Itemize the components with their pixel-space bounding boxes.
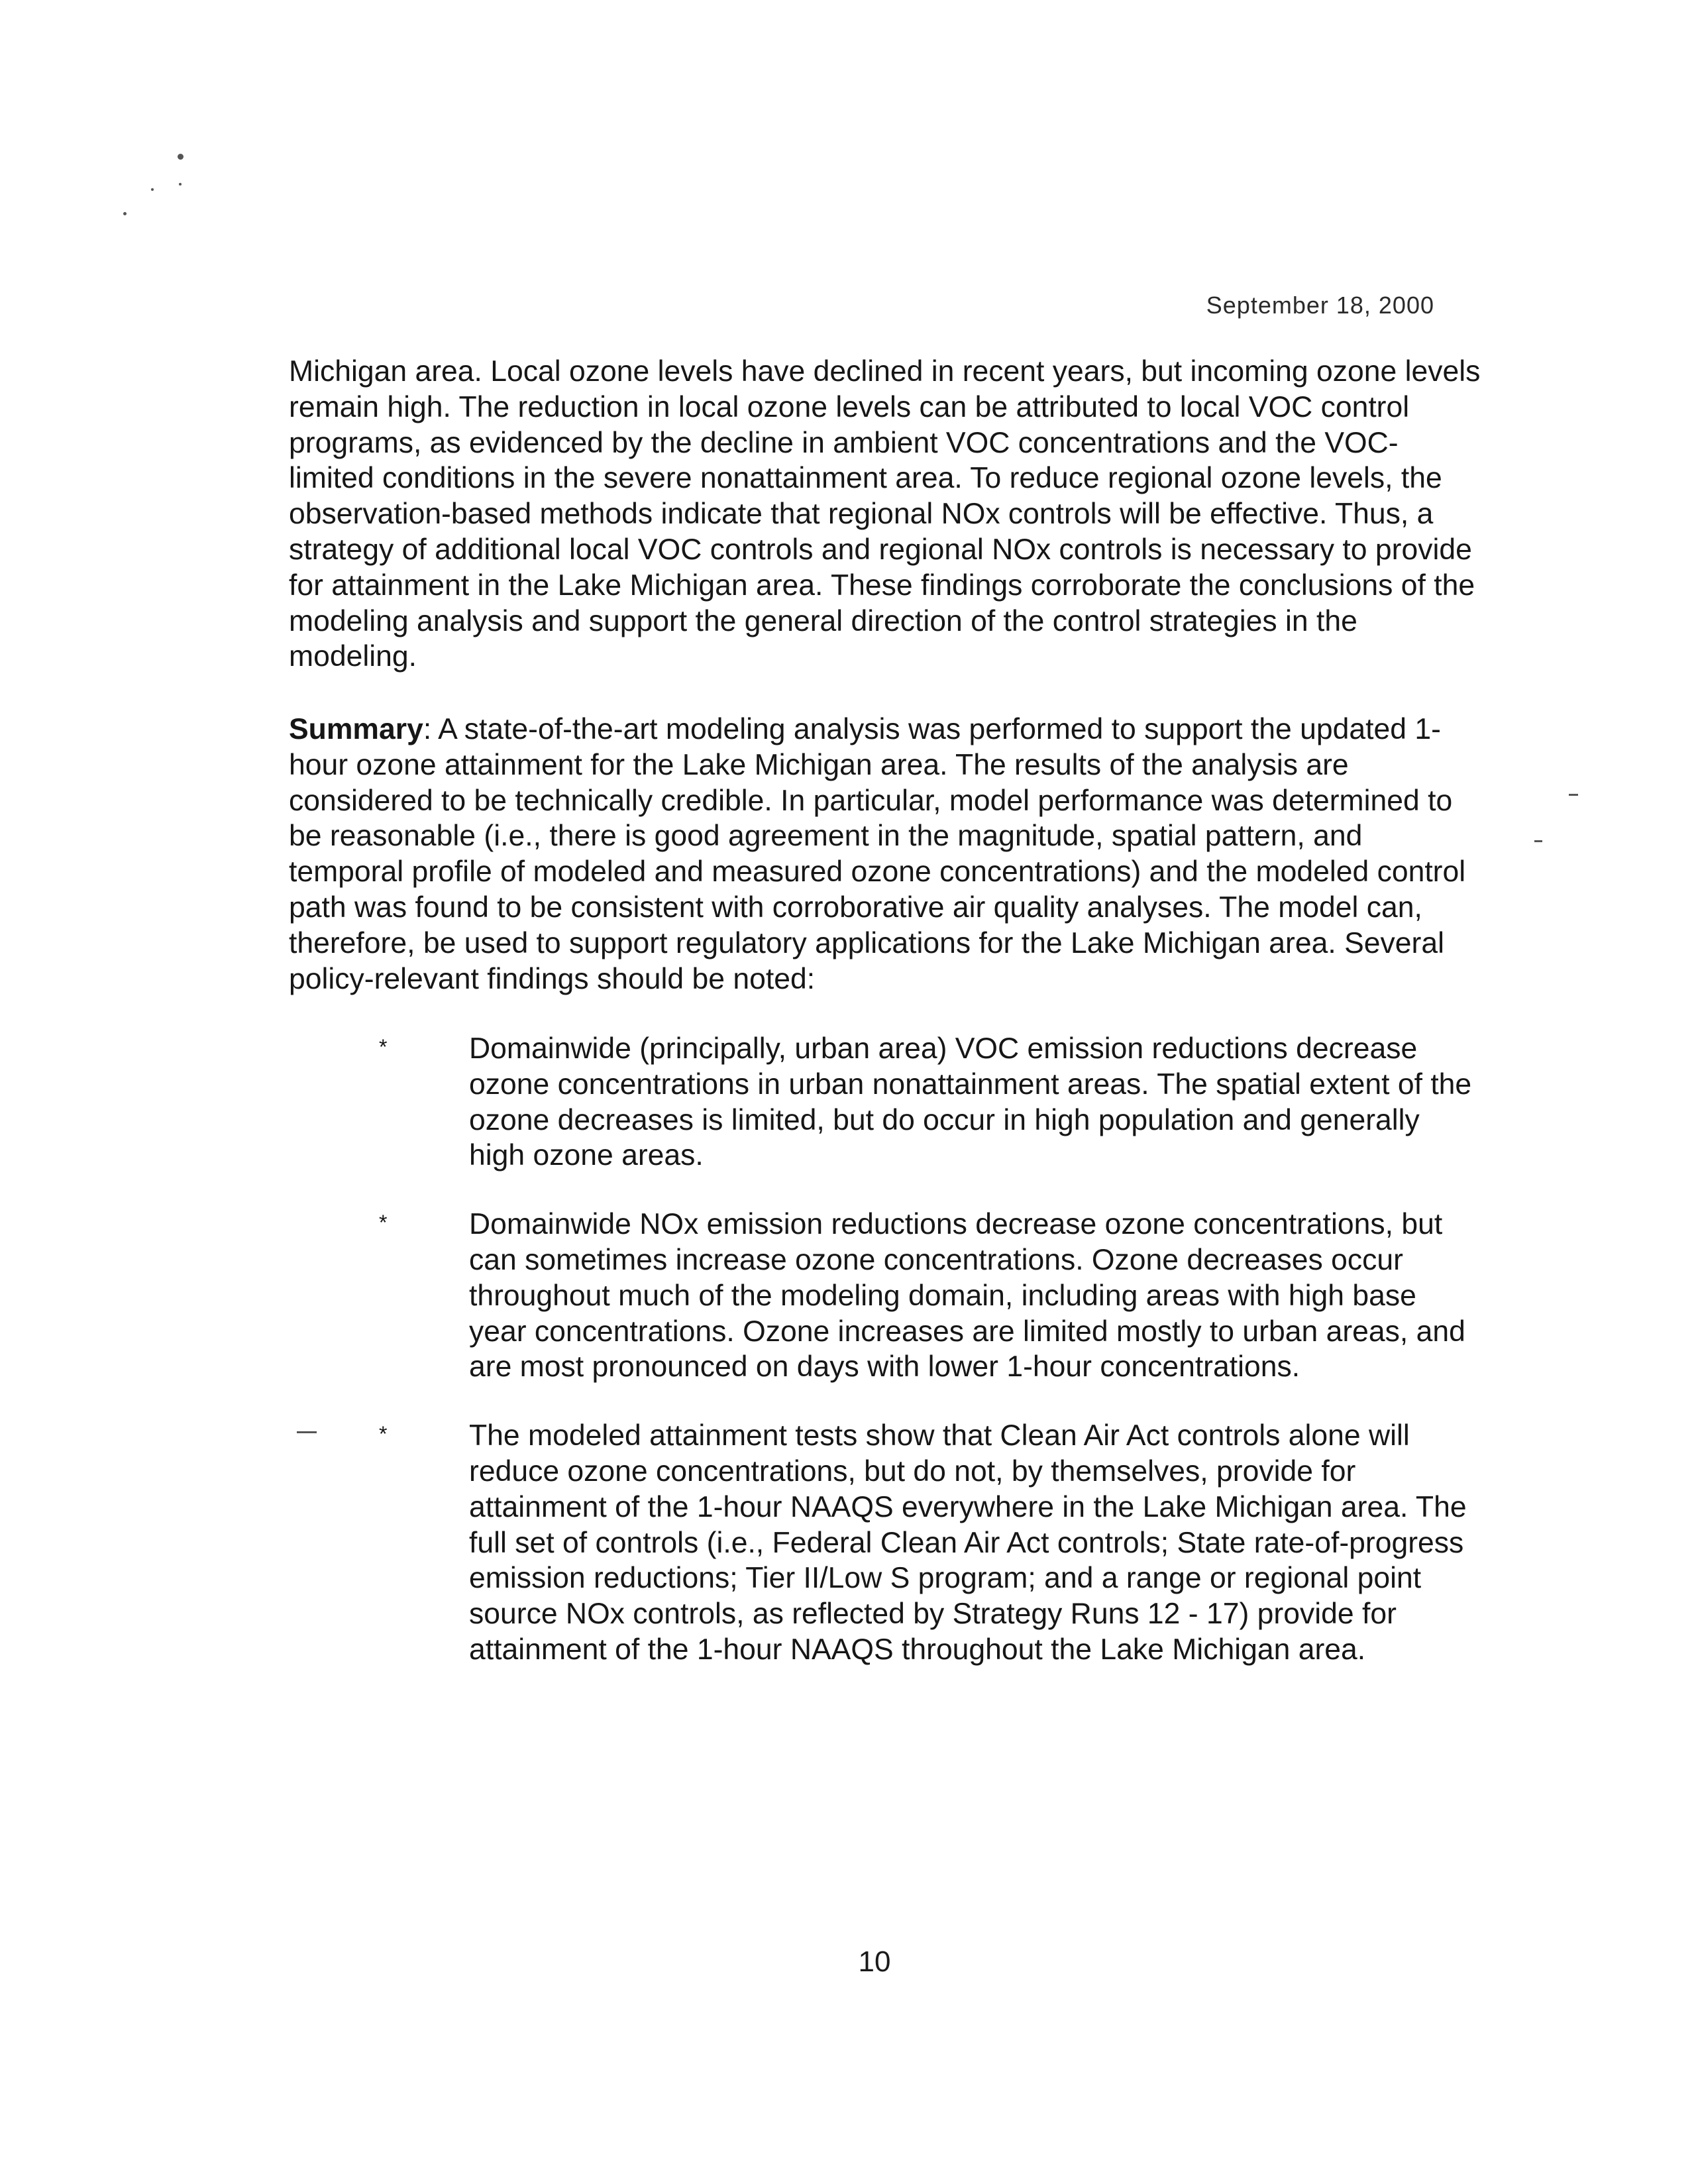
- asterisk-bullet-icon: *: [379, 1035, 388, 1059]
- findings-list: [289, 1031, 1481, 1668]
- scan-speck: [123, 212, 127, 215]
- list-item-text: Domainwide NOx emission reductions decrease ozone concentrations, but can sometimes increase ozone concentrations. Ozone decreases occur throughout much of the modeling domain, including areas with high base year concentrations. Ozone increases are limited mostly to urban areas, and are most pronounced on days with lower 1-hour concentrations.: [469, 1208, 1465, 1384]
- scan-speck: [1569, 794, 1578, 796]
- summary-paragraph: [289, 712, 1481, 997]
- summary-label: Summary: [289, 713, 423, 745]
- list-item-text: The modeled attainment tests show that Clean Air Act controls alone will reduce ozone concentrations, but do not, by themselves, provide for attainment of the 1-hour NAAQS everywhere in the Lake Michigan area. The full set of controls (i.e., Federal Clean Air Act controls; State rate-of-progress emission reductions; Tier II/Low S program; and a range or regional point source NOx controls, as reflected by Strategy Runs 12 - 17) provide for attainment of the 1-hour NAAQS throughout the Lake Michigan area.: [469, 1419, 1467, 1666]
- list-item: [289, 1418, 1476, 1668]
- asterisk-bullet-icon: *: [379, 1422, 388, 1447]
- document-date: September 18, 2000: [1206, 292, 1434, 319]
- scan-speck: [151, 188, 154, 191]
- list-item-text: Domainwide (principally, urban area) VOC emission reductions decrease ozone concentrations in urban nonattainment areas. The spatial extent of the ozone decreases is limited, but do occur in high population and generally high ozone areas.: [469, 1032, 1472, 1172]
- scan-speck: [1534, 840, 1542, 842]
- summary-text: : A state-of-the-art modeling analysis was performed to support the updated 1-hour ozone attainment for the Lake Michigan area. The results of the analysis are considered to be technically credible. In particular, model performance was determined to be reasonable (i.e., there is good agreement in the magnitude, spatial pattern, and temporal profile of modeled and measured ozone concentrations) and the modeled control path was found to be consistent with corroborative air quality analyses. The model can, therefore, be used to support regulatory applications for the Lake Michigan area. Several policy-relevant findings should be noted:: [289, 713, 1466, 995]
- scan-speck: [178, 154, 184, 160]
- scan-speck: [179, 183, 182, 186]
- intro-paragraph: Michigan area. Local ozone levels have declined in recent years, but incoming ozone levels remain high. The reduction in local ozone levels can be attributed to local VOC control programs, as evidenced by the decline in ambient VOC concentrations and the VOC-limited conditions in the severe nonattainment area. To reduce regional ozone levels, the observation-based methods indicate that regional NOx controls will be effective. Thus, a strategy of additional local VOC controls and regional NOx controls is necessary to provide for attainment in the Lake Michigan area. These findings corroborate the conclusions of the modeling analysis and support the general direction of the control strategies in the modeling.: [289, 355, 1481, 673]
- page-number: 10: [858, 1945, 891, 1978]
- list-item: [289, 1031, 1476, 1174]
- asterisk-bullet-icon: *: [379, 1211, 388, 1235]
- list-item: [289, 1207, 1476, 1385]
